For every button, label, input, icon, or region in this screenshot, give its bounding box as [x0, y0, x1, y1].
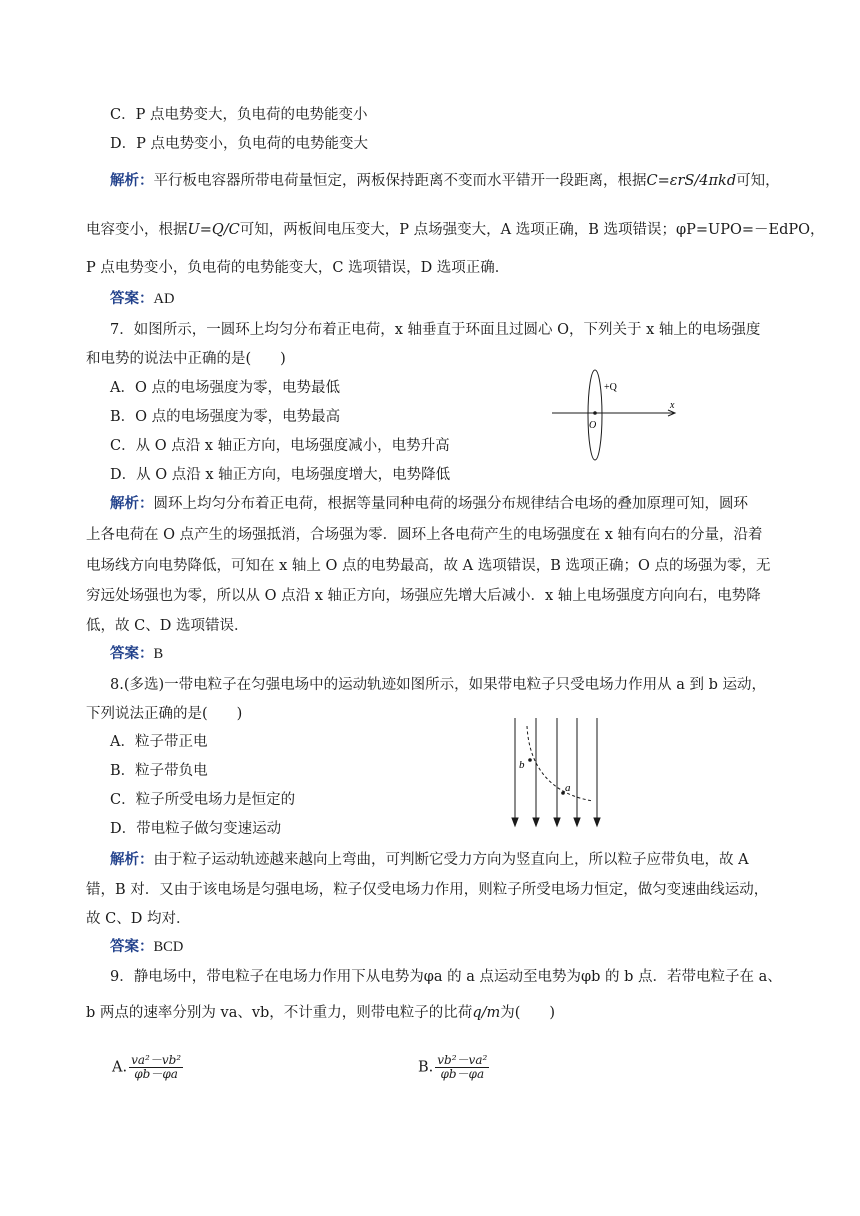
field-arrow	[574, 818, 580, 826]
field-arrow	[533, 818, 539, 826]
q7-analysis-line-4: 穷远处场强也为零，所以从 O 点沿 x 轴正方向，场强应先增大后减小．x 轴上电场强度方向向右，电势降	[86, 588, 761, 604]
option-label: B.	[418, 1059, 434, 1076]
field-arrow	[554, 818, 560, 826]
q9-stem-line-2	[86, 1004, 555, 1022]
point-a-label: a	[565, 782, 571, 794]
q9-option-b	[418, 1054, 491, 1081]
fraction-denominator: φb－φa	[440, 1067, 485, 1081]
answer-label: 答案：	[110, 939, 154, 955]
fraction-numerator: vb²－va²	[437, 1053, 488, 1067]
particle-trajectory	[527, 726, 593, 801]
field-arrow	[512, 818, 518, 826]
answer-value: B	[153, 646, 164, 662]
analysis-text: 可知，	[736, 173, 780, 189]
charge-mass-ratio: q/m	[472, 1005, 501, 1021]
option-fraction	[435, 1054, 489, 1081]
point-b-label: b	[519, 759, 525, 771]
q8-stem-line-1: 8.(多选)一带电粒子在匀强电场中的运动轨迹如图所示，如果带电粒子只受电场力作用从 a 到 b 运动，	[110, 677, 767, 693]
fraction-denominator: φb－φa	[134, 1067, 178, 1081]
q6-option-c: C．P 点电势变大，负电荷的电势能变小	[110, 107, 368, 123]
answer-value: AD	[153, 291, 175, 307]
q7-analysis-line-1	[110, 495, 748, 513]
q8-answer	[110, 938, 183, 956]
q8-analysis-line-1	[110, 851, 749, 869]
option-fraction	[129, 1054, 183, 1081]
q8-analysis-line-2: 错，B 对．又由于该电场是匀强电场，粒子仅受电场力作用，则粒子所受电场力恒定，做匀变速曲线运动，	[86, 882, 769, 898]
q7-stem-line-2: 和电势的说法中正确的是( )	[86, 351, 286, 367]
charge-label: +Q	[604, 382, 617, 393]
q7-answer	[110, 645, 163, 663]
uniform-field-figure	[505, 716, 605, 832]
analysis-text: 由于粒子运动轨迹越来越向上弯曲，可判断它受力方向为竖直向上，所以粒子应带负电，故 A	[153, 852, 749, 868]
capacitance-formula: C=εrS/4πkd	[646, 173, 737, 189]
q6-answer	[110, 290, 174, 308]
x-axis-label: x	[670, 400, 675, 411]
analysis-text: 平行板电容器所带电荷量恒定，两板保持距离不变而水平错开一段距离，根据	[153, 173, 647, 189]
answer-label: 答案：	[110, 291, 154, 307]
q7-option-b: B．O 点的电场强度为零，电势最高	[110, 409, 341, 425]
q7-stem-line-1: 7．如图所示，一圆环上均匀分布着正电荷，x 轴垂直于环面且过圆心 O，下列关于 x 轴上的电场强度	[110, 322, 761, 338]
q7-option-d: D．从 O 点沿 x 轴正方向，电场强度增大，电势降低	[110, 467, 451, 483]
analysis-label: 解析：	[110, 852, 154, 868]
q8-option-c: C．粒子所受电场力是恒定的	[110, 792, 296, 808]
answer-value: BCD	[153, 939, 184, 955]
q7-analysis-line-3: 电场线方向电势降低，可知在 x 轴上 O 点的电势最高，故 A 选项错误，B 选项正确；O 点的场强为零，无	[86, 558, 771, 574]
q8-option-b: B．粒子带负电	[110, 763, 208, 779]
stem-text: 为( )	[500, 1005, 556, 1021]
analysis-text: 圆环上均匀分布着正电荷，根据等量同种电荷的场强分布规律结合电场的叠加原理可知，圆环	[153, 496, 748, 512]
analysis-label: 解析：	[110, 173, 154, 189]
q6-analysis-line-1	[110, 172, 780, 190]
stem-text: b 两点的速率分别为 va、vb，不计重力，则带电粒子的比荷	[86, 1005, 473, 1021]
analysis-text: 可知，两板间电压变大，P 点场强变大，A 选项正确，B 选项错误；φP=UPO=－EdPO，	[239, 222, 825, 238]
q7-option-c: C．从 O 点沿 x 轴正方向，电场强度减小，电势升高	[110, 438, 450, 454]
fraction-numerator: va²－vb²	[131, 1053, 182, 1067]
option-label: A.	[112, 1059, 128, 1076]
answer-label: 答案：	[110, 646, 154, 662]
q9-option-a	[112, 1054, 185, 1081]
q9-stem-line-1: 9．静电场中，带电粒子在电场力作用下从电势为φa 的 a 点运动至电势为φb 的 b 点．若带电粒子在 a、	[110, 969, 782, 985]
charged-ring	[588, 370, 602, 460]
origin-point	[593, 411, 597, 415]
field-arrow	[594, 818, 600, 826]
q6-analysis-line-2	[86, 221, 825, 239]
q7-analysis-line-5: 低，故 C、D 选项错误．	[86, 618, 249, 634]
q8-option-a: A．粒子带正电	[110, 734, 208, 750]
q7-option-a: A．O 点的电场强度为零，电势最低	[110, 380, 340, 396]
analysis-label: 解析：	[110, 496, 154, 512]
q7-analysis-line-2: 上各电荷在 O 点产生的场强抵消，合场强为零．圆环上各电荷产生的电场强度在 x 轴有向右的分量，沿着	[86, 527, 763, 543]
origin-label: O	[589, 420, 597, 431]
analysis-text: 电容变小，根据	[86, 222, 188, 238]
q6-analysis-line-3: P 点电势变小，负电荷的电势能变大，C 选项错误，D 选项正确．	[86, 260, 510, 276]
q8-option-d: D．带电粒子做匀变速运动	[110, 821, 282, 837]
q8-analysis-line-3: 故 C、D 均对．	[86, 911, 191, 927]
q8-stem-line-2: 下列说法正确的是( )	[86, 706, 243, 722]
point-b	[528, 758, 532, 762]
charged-ring-figure	[548, 368, 688, 464]
q6-option-d: D．P 点电势变小，负电荷的电势能变大	[110, 136, 368, 152]
voltage-formula: U=Q/C	[187, 222, 240, 238]
